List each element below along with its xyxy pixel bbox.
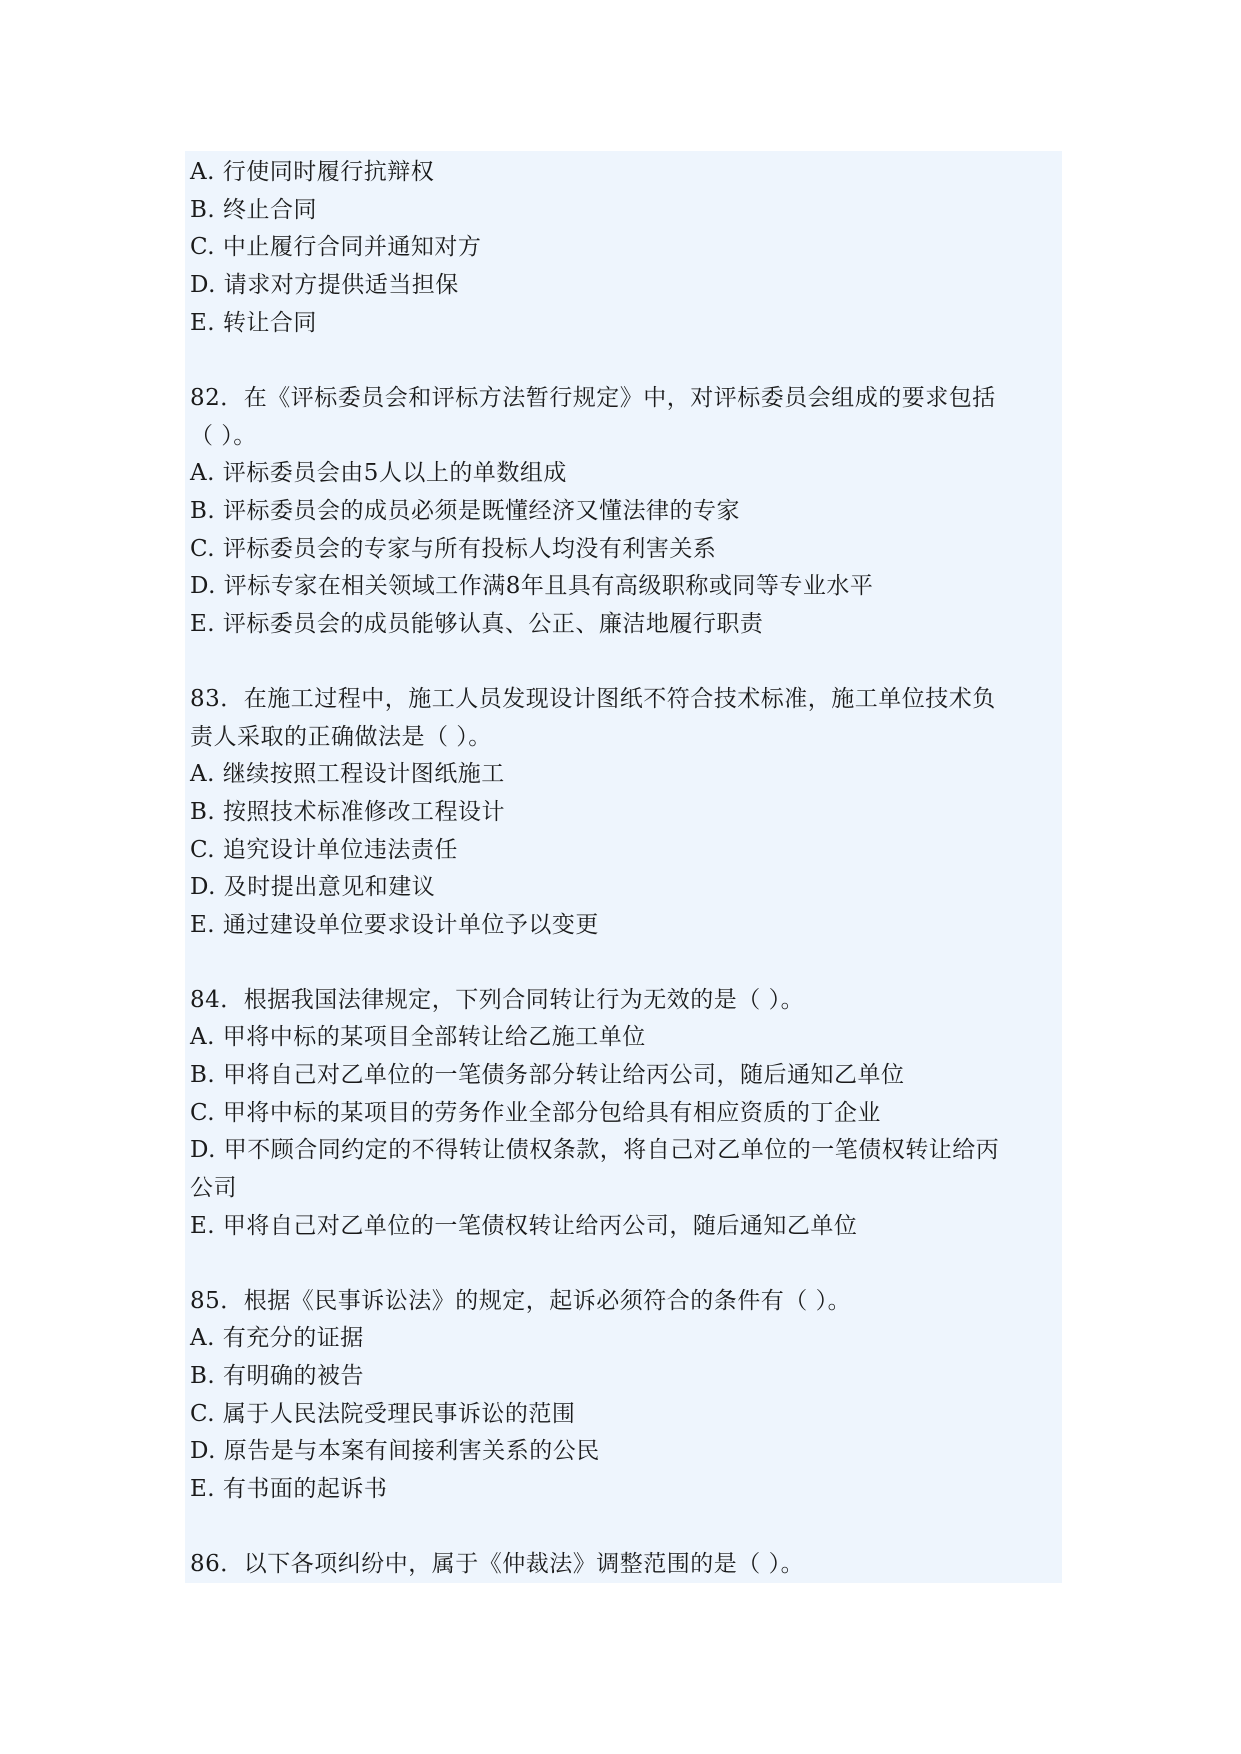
option-c: C. 属于人民法院受理民事诉讼的范围 — [190, 1401, 576, 1427]
option-e: E. 有书面的起诉书 — [190, 1476, 388, 1502]
option-e: E. 转让合同 — [190, 310, 317, 336]
option-d: D. 评标专家在相关领域工作满8年且具有高级职称或同等专业水平 — [190, 573, 874, 599]
option-e: E. 评标委员会的成员能够认真、公正、廉洁地履行职责 — [190, 611, 764, 637]
option-c: C. 追究设计单位违法责任 — [190, 837, 458, 863]
option-b: B. 有明确的被告 — [190, 1363, 365, 1389]
option-a: A. 有充分的证据 — [190, 1325, 364, 1351]
option-d: D. 请求对方提供适当担保 — [190, 272, 459, 298]
option-d: D. 及时提出意见和建议 — [190, 874, 436, 900]
option-a: A. 评标委员会由5人以上的单数组成 — [190, 460, 567, 486]
option-c: C. 中止履行合同并通知对方 — [190, 234, 482, 260]
option-e: E. 甲将自己对乙单位的一笔债权转让给丙公司，随后通知乙单位 — [190, 1213, 858, 1239]
option-b: B. 甲将自己对乙单位的一笔债务部分转让给丙公司，随后通知乙单位 — [190, 1062, 905, 1088]
option-a: A. 甲将中标的某项目全部转让给乙施工单位 — [190, 1024, 646, 1050]
option-d-cont: 公司 — [190, 1175, 237, 1201]
option-c: C. 甲将中标的某项目的劳务作业全部分包给具有相应资质的丁企业 — [190, 1100, 881, 1126]
option-c: C. 评标委员会的专家与所有投标人均没有利害关系 — [190, 536, 717, 562]
option-d: D. 原告是与本案有间接利害关系的公民 — [190, 1438, 600, 1464]
question-86-stem: 86．以下各项纠纷中，属于《仲裁法》调整范围的是（ ）。 — [190, 1551, 805, 1577]
question-82-stem: 82．在《评标委员会和评标方法暂行规定》中，对评标委员会组成的要求包括 — [190, 385, 996, 411]
option-e: E. 通过建设单位要求设计单位予以变更 — [190, 912, 599, 938]
option-b: B. 终止合同 — [190, 197, 318, 223]
question-83-stem: 83．在施工过程中，施工人员发现设计图纸不符合技术标准，施工单位技术负 — [190, 686, 996, 712]
option-d: D. 甲不顾合同约定的不得转让债权条款，将自己对乙单位的一笔债权转让给丙 — [190, 1137, 1000, 1163]
question-85-stem: 85．根据《民事诉讼法》的规定，起诉必须符合的条件有（ ）。 — [190, 1288, 852, 1314]
option-a: A. 继续按照工程设计图纸施工 — [190, 761, 505, 787]
option-b: B. 按照技术标准修改工程设计 — [190, 799, 506, 825]
question-84-stem: 84．根据我国法律规定，下列合同转让行为无效的是（ ）。 — [190, 987, 805, 1013]
option-a: A. 行使同时履行抗辩权 — [190, 159, 435, 185]
question-83-stem-cont: 责人采取的正确做法是（ ）。 — [190, 724, 492, 750]
question-82-stem-cont: （ ）。 — [190, 423, 257, 449]
option-b: B. 评标委员会的成员必须是既懂经济又懂法律的专家 — [190, 498, 741, 524]
